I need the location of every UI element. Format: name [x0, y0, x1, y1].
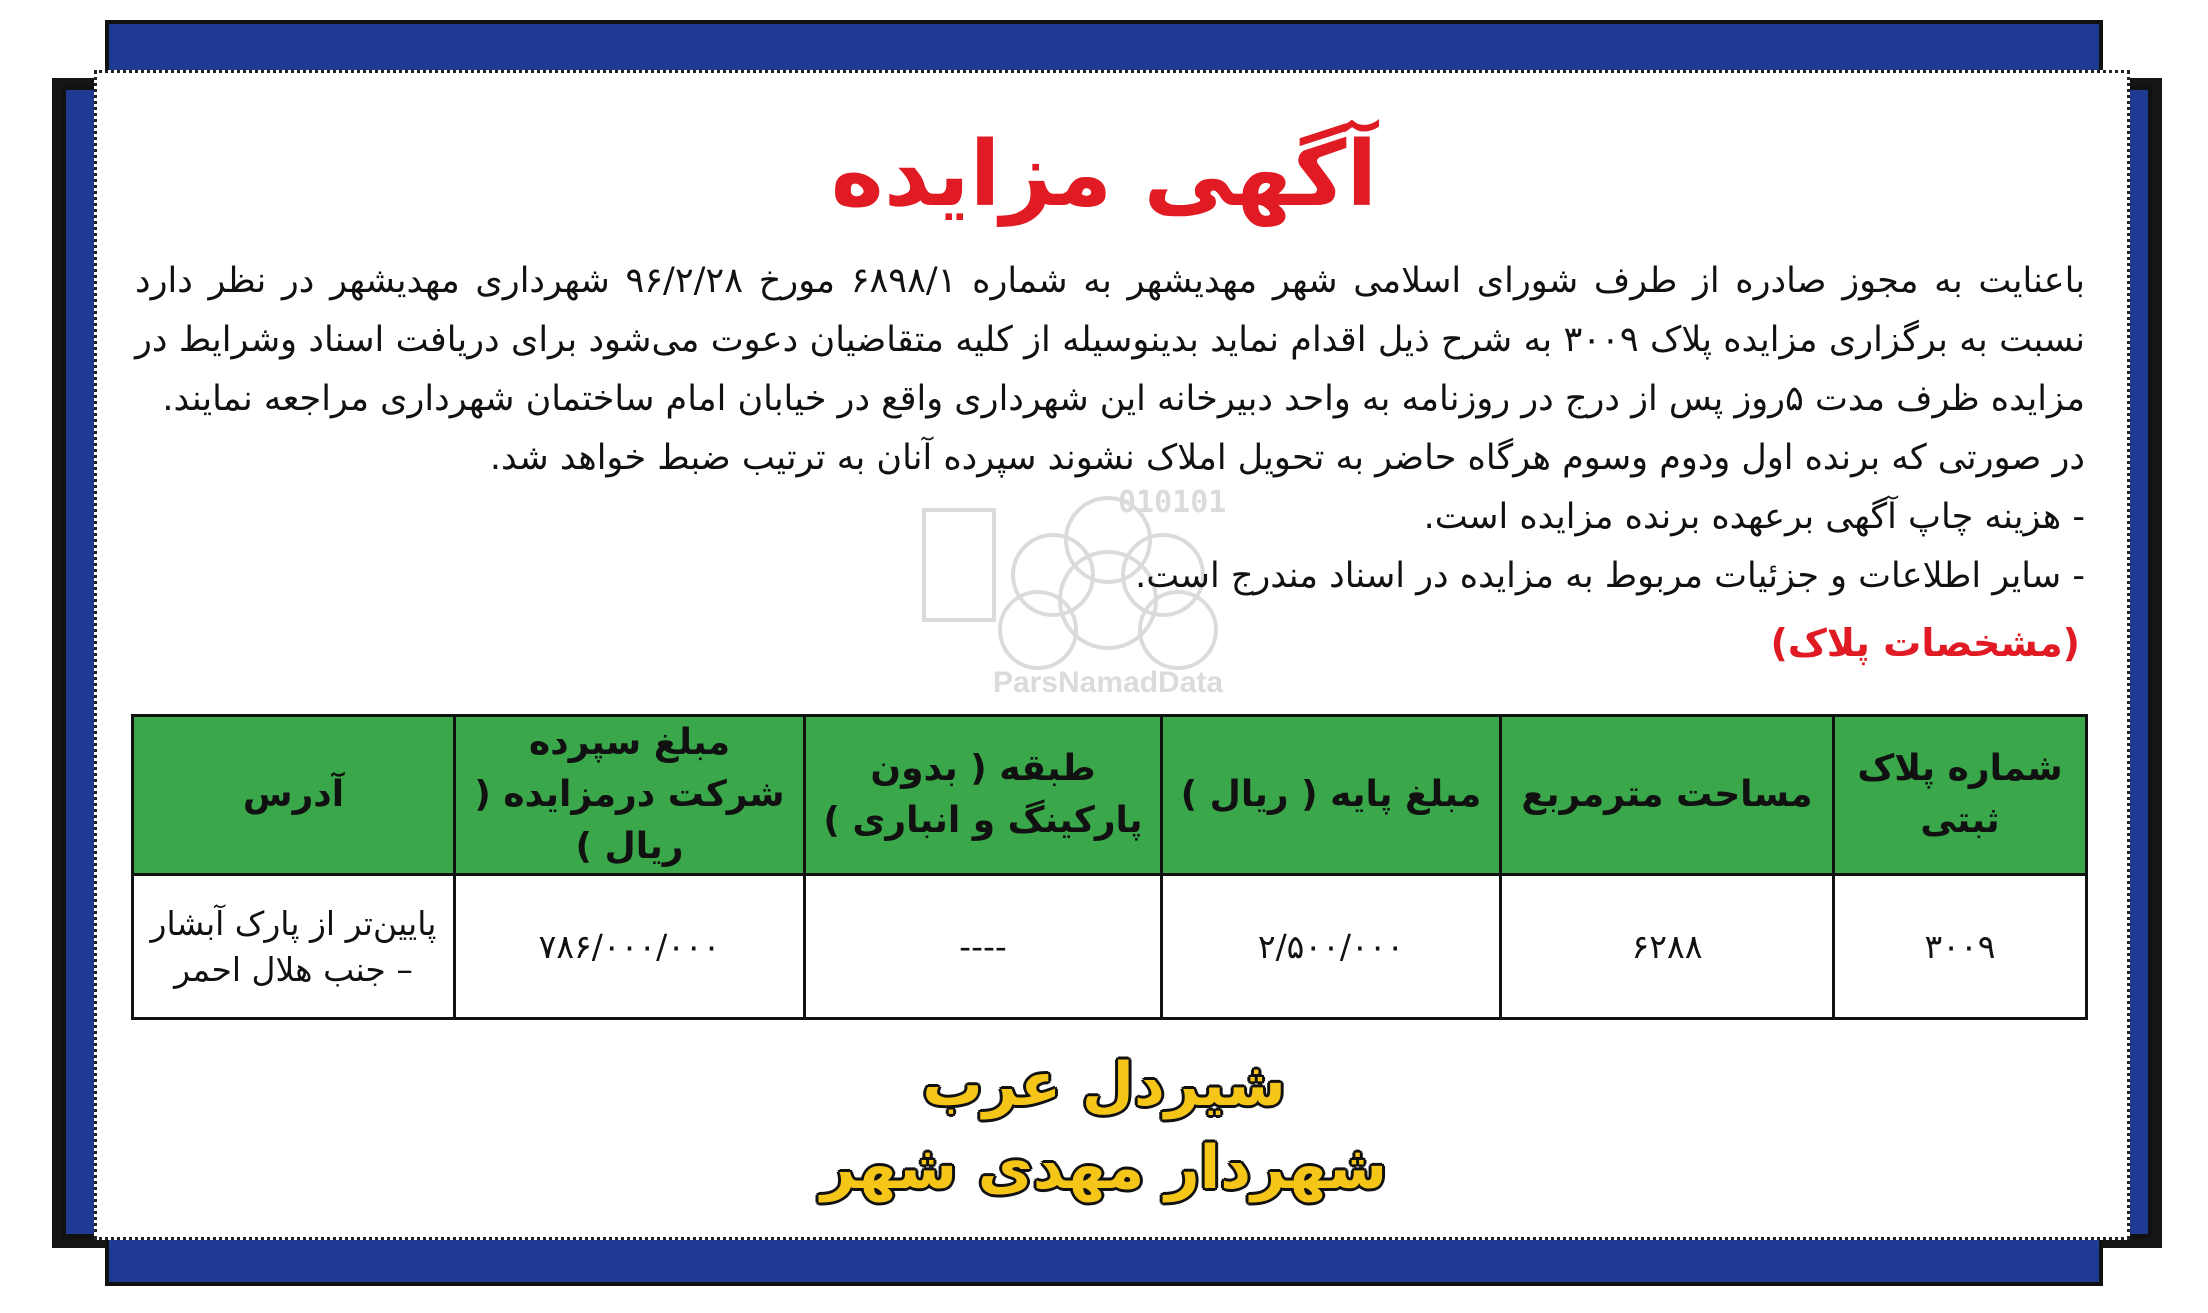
header-plot-number: شماره پلاک ثبتی [1834, 716, 2087, 875]
signature-position: شهردار مهدی شهر [821, 1133, 1387, 1203]
paragraph-info: - سایر اطلاعات و جزئیات مربوط به مزایده در اسناد مندرج است. [1135, 556, 2085, 596]
watermark-binary: 010101 [1118, 485, 1227, 520]
signature-name: شیردل عرب [922, 1050, 1286, 1120]
watermark-brand: ParsNamadData [992, 666, 1224, 699]
header-area: مساحت مترمربع [1501, 716, 1834, 875]
notice-title: آگهی مزایده [830, 122, 1378, 227]
paragraph-cost: - هزینه چاپ آگهی برعهده برنده مزایده است. [1423, 497, 2085, 537]
specs-heading: (مشخصات پلاک) [1770, 621, 2080, 665]
paragraph-forfeit: در صورتی که برنده اول ودوم وسوم هرگاه حاضر به تحویل املاک نشوند سپرده آنان به ترتیب ضبط خواهد شد. [489, 438, 2085, 478]
table-row [133, 875, 2087, 1019]
notice-body [135, 252, 2085, 606]
cell-floor: ---- [805, 875, 1162, 1019]
cell-plot-number: ۳۰۰۹ [1834, 875, 2087, 1019]
header-deposit: مبلغ سپرده شرکت درمزایده ( ریال ) [455, 716, 805, 875]
header-address: آدرس [133, 716, 455, 875]
cell-address: پایین‌تر از پارک آبشار – جنب هلال احمر [133, 875, 455, 1019]
header-floor: طبقه ( بدون پارکینگ و انباری ) [805, 716, 1162, 875]
header-base-price: مبلغ پایه ( ریال ) [1162, 716, 1501, 875]
cell-area: ۶۲۸۸ [1501, 875, 1834, 1019]
cell-base-price: ۲/۵۰۰/۰۰۰ [1162, 875, 1501, 1019]
plot-table [131, 714, 2088, 1020]
paragraph-main: باعنایت به مجوز صادره از طرف شورای اسلامی شهر مهدیشهر به شماره ۶۸۹۸/۱ مورخ ۹۶/۲/۲۸ شهرداری مهدیشهر در نظر دارد نسبت به برگزاری مزایده پلاک ۳۰۰۹ به شرح ذیل اقدام نماید بدینوسیله از کلیه متقاضیان دعوت می‌شود برای دریافت اسناد وشرایط در مزایده ظرف مدت ۵روز پس از درج در روزنامه به واحد دبیرخانه این شهرداری واقع در خیابان امام ساختمان شهرداری مراجعه نمایند. [135, 261, 2086, 419]
cell-deposit: ۷۸۶/۰۰۰/۰۰۰ [455, 875, 805, 1019]
table-header-row [133, 716, 2087, 875]
